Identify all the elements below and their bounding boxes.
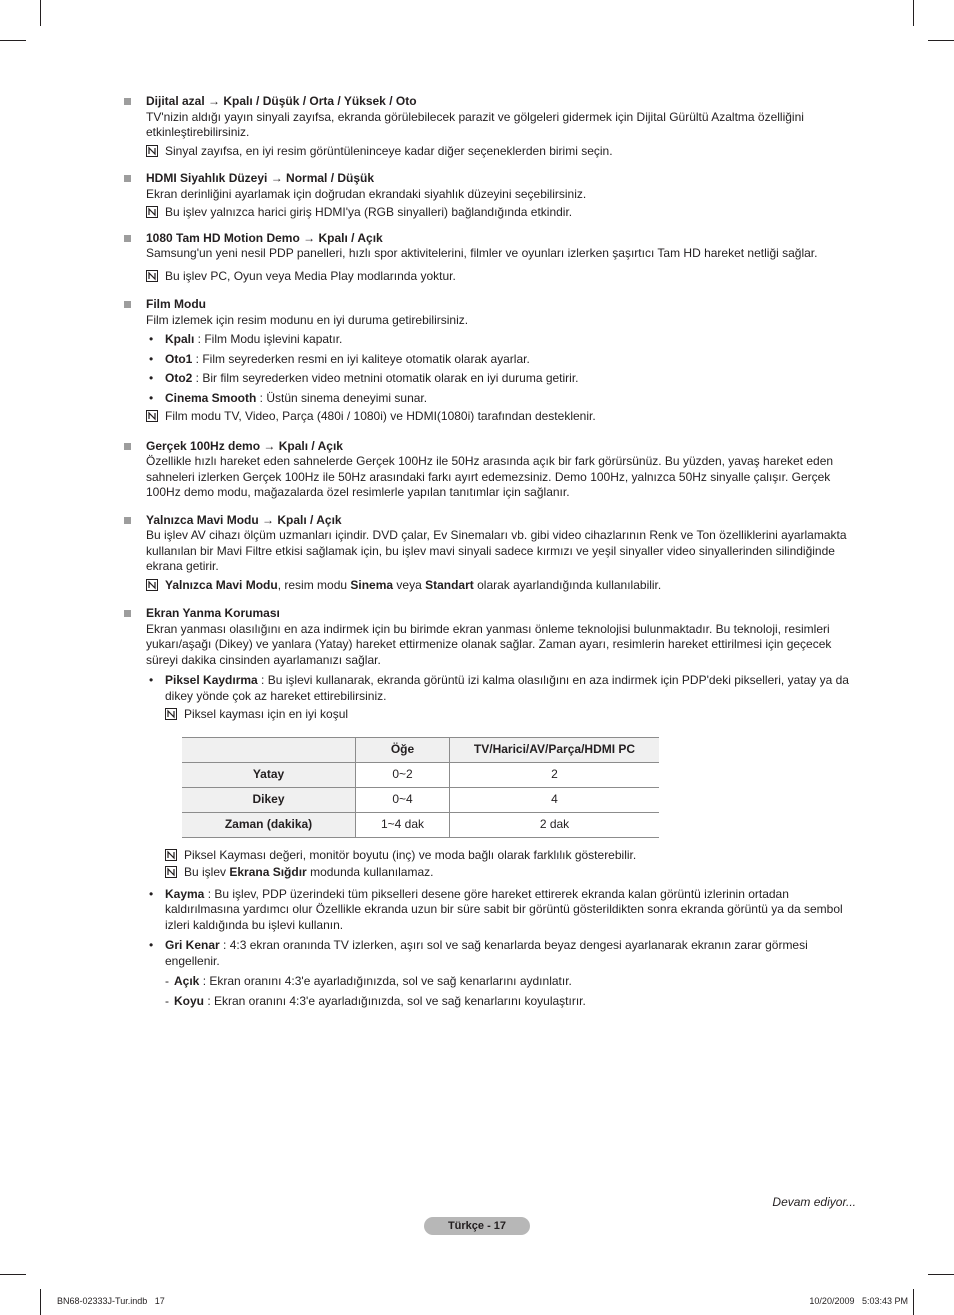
bullet-text: : Film Modu işlevini kapatır. [194,332,343,346]
section-description: Ekran yanması olasılığını en aza indirmek için bu birimde ekran yanması önleme teknolojisi bulunmaktadır. Bu teknoloji, resimleri yukarı/aşağı (Dikey) ve yanlara (Yatay) hareket ettirmenize olanak sağlar. Zaman ayarı, resimlerin hareket ettirilmesi için geçecek süreyi dakika cinsinden ayarlamanızı sağlar. [146,621,832,667]
manual-content [122,94,860,1009]
square-bullet-icon [124,517,131,524]
table-cell: 2 [450,762,660,787]
section-motion-demo [122,231,860,285]
note-text: Bu işlev PC, Oyun veya Media Play modlarında yoktur. [165,268,456,283]
note-text: Bu işlev [184,865,230,879]
table-header-cell: Öğe [356,737,450,762]
crop-mark [40,0,41,26]
bullet-item [146,673,860,881]
square-bullet-icon [124,443,131,450]
square-bullet-icon [124,98,131,105]
bullet-term: Cinema Smooth [165,390,257,405]
crop-mark [928,1274,954,1275]
crop-mark [0,40,26,41]
bullet-dot: • [149,390,154,405]
bullet-term: Gri Kenar [165,938,220,952]
note-icon [146,270,158,282]
crop-mark [40,1289,41,1315]
table-row [182,787,659,812]
square-bullet-icon [124,235,131,242]
note [146,269,860,285]
section-description: TV'nizin aldığı yayın sinyali zayıfsa, ekranda görülebilecek parazit ve gölgeleri gidermek için Dijital Gürültü Azaltma özelliğini etkinleştirebilirsiniz. [146,109,804,139]
note-term: Yalnızca Mavi Modu [165,577,278,592]
note-icon [165,866,177,878]
page-number-badge: Türkçe - 17 [424,1217,530,1235]
note-text: olarak ayarlandığında kullanılabilir. [473,577,662,592]
bullet-dot: • [149,673,154,687]
note-text: Piksel Kayması değeri, monitör boyutu (inç) ve moda bağlı olarak farklılık gösterebilir. [184,847,637,862]
table-row-label: Zaman (dakika) [182,812,356,837]
table-cell: 0~2 [356,762,450,787]
footer-file-label: BN68-02333J-Tur.indb 17 [57,1296,165,1306]
table-row [182,762,659,787]
square-bullet-icon [124,610,131,617]
footer-timestamp: 10/20/2009 5:03:43 PM [809,1296,908,1306]
sub-text: : Ekran oranını 4:3'e ayarladığınızda, sol ve sağ kenarlarını aydınlatır. [199,974,572,988]
section-description: Özellikle hızlı hareket eden sahnelerde Gerçek 100Hz ile 50Hz arasında açık bir fark görürsünüz. Bu yüzden, yavaş hareket eden sahneleri izlerken Gerçek 100Hz ile 50Hz arasındaki farkı ayırt edemezsiniz. Demo 100Hz, yalnızca 50Hz sinyalle çalışır. Gerçek 100Hz demo modu, mağazalarda özel resimlerle yapılan tanıtımlar için sağlanır. [146,454,834,499]
section-film-modu [122,297,860,425]
note-icon [146,579,158,591]
note-text: Bu işlev yalnızca harici giriş HDMI'ya (RGB sinyalleri) bağlandığında etkindir. [165,205,573,219]
crop-mark [913,0,914,26]
crop-mark [0,1274,26,1275]
table-cell: 2 dak [450,812,660,837]
sub-text: : Ekran oranını 4:3'e ayarladığınızda, sol ve sağ kenarlarını koyulaştırır. [204,993,586,1008]
sub-term: Koyu [174,993,204,1008]
note [165,848,860,864]
note-text: , resim modu [277,577,351,592]
table-cell: 4 [450,787,660,812]
bullet-term: Kpalı [165,332,195,346]
bullet-term: Oto2 [165,371,193,385]
bullet-item [146,352,860,368]
section-title: Dijital azal → Kpalı / Düşük / Orta / Yüksek / Oto [146,94,417,108]
note-text: modunda kullanılamaz. [306,865,434,879]
section-title: Ekran Yanma Koruması [146,606,280,620]
note-icon [146,206,158,218]
dash-mark: - [165,974,169,988]
note [146,409,860,425]
table-row [182,812,659,837]
bullet-dot: • [149,938,154,952]
section-hdmi-siyahlik [122,171,860,221]
note-term: Standart [425,577,474,592]
section-description: Bu işlev AV cihazı ölçüm uzmanları içindir. DVD çalar, Ev Sinemaları vb. gibi video cihazlarının Renk ve Ton özelliklerini ayarlamakta kullanılan bir Mavi Filtre etkisi sağlamak için, bu işlev mavi sinyali sadece kırmızı ve yeşil sinyaller video sinyallerinden silindiğinde ekrana getirir. [146,528,847,573]
section-description: Film izlemek için resim modunu en iyi duruma getirebilirsiniz. [146,312,469,327]
note [146,144,860,160]
table-row-label: Dikey [182,787,356,812]
note-term: Sinema [350,577,394,592]
bullet-item [146,371,860,387]
table-row-label: Yatay [182,762,356,787]
table-header-cell: TV/Harici/AV/Parça/HDMI PC [450,737,660,762]
section-ekran-yanma [122,606,860,1009]
section-dijital-azal [122,94,860,159]
bullet-item [146,938,860,1009]
note [165,865,860,881]
bullet-text: : Film seyrederken resmi en iyi kaliteye otomatik olarak ayarlar. [192,351,530,366]
bullet-dot: • [149,332,154,346]
bullet-text: : Bu işlevi kullanarak, ekranda görüntü izi kalma olasılığını en aza indirmek için PDP'deki pikselleri, yatay ya da dikey yönde çok az hareket ettirebilirsiniz. [165,673,849,703]
crop-mark [928,40,954,41]
section-description: Ekran derinliğini ayarlamak için doğrudan ekrandaki siyahlık düzeyini seçebilirsiniz. [146,186,587,201]
note-text: Film modu TV, Video, Parça (480i / 1080i) ve HDMI(1080i) tarafından desteklenir. [165,409,596,423]
note-text: Piksel kayması için en iyi koşul [184,707,349,721]
note-term: Ekrana Sığdır [229,865,307,879]
section-title: Yalnızca Mavi Modu → Kpalı / Açık [146,512,342,527]
note-icon [165,849,177,861]
bullet-term: Kayma [165,886,205,901]
section-title: Film Modu [146,297,206,311]
section-gercek-100hz [122,439,860,501]
bullet-term: Oto1 [165,351,193,366]
sub-term: Açık [174,974,200,988]
bullet-item [146,332,860,348]
note-icon [165,708,177,720]
note-icon [146,145,158,157]
continue-label: Devam ediyor... [772,1195,856,1209]
section-title: HDMI Siyahlık Düzeyi → Normal / Düşük [146,171,375,185]
sub-item [165,974,860,990]
section-title: 1080 Tam HD Motion Demo → Kpalı / Açık [146,230,383,245]
bullet-text: : Bir film seyrederken video metnini otomatik olarak en iyi duruma getirir. [192,371,579,385]
bullet-item [146,391,860,407]
section-title: Gerçek 100Hz demo → Kpalı / Açık [146,438,343,453]
square-bullet-icon [124,175,131,182]
note [146,578,860,594]
note-icon [146,410,158,422]
bullet-dot: • [149,886,154,901]
section-description: Samsung'un yeni nesil PDP panelleri, hızlı spor aktivitelerini, filmler ve oyunları izlerken şaşırtıcı Tam HD hareket netliği sağlar. [146,246,818,260]
square-bullet-icon [124,301,131,308]
note [146,205,860,221]
pixel-shift-table [182,737,659,838]
bullet-term: Piksel Kaydırma [165,673,258,687]
note-text: veya [393,577,426,592]
bullet-dot: • [149,351,154,366]
dash-mark: - [165,993,169,1008]
bullet-text: : Bu işlev, PDP üzerindeki tüm pikselleri desene göre hareket ettirerek ekranda kalan görüntü izlerinin ortadan kaldırılmasına yardımcı olur Özellikle ekranda uzun bir süre sabit bir görüntü gösterildikten sonra ekranda görüntü ya da sembol izleri kaldığında bu işlevi kullanın. [165,886,843,932]
note [165,707,860,723]
sub-item [165,994,860,1010]
table-cell: 0~4 [356,787,450,812]
table-cell: 1~4 dak [356,812,450,837]
table-header-row [182,737,659,762]
table-header-cell [182,737,356,762]
crop-mark [913,1289,914,1315]
bullet-text: : Üstün sinema deneyimi sunar. [256,390,428,405]
bullet-item [146,887,860,934]
note-text: Sinyal zayıfsa, en iyi resim görüntüleninceye kadar diğer seçeneklerden birimi seçin. [165,143,613,158]
section-mavi-modu [122,513,860,594]
bullet-text: : 4:3 ekran oranında TV izlerken, aşırı sol ve sağ kenarlarda beyaz dengesi ayarlanarak ekranın zarar görmesi engellenir. [165,938,808,968]
bullet-dot: • [149,371,154,385]
